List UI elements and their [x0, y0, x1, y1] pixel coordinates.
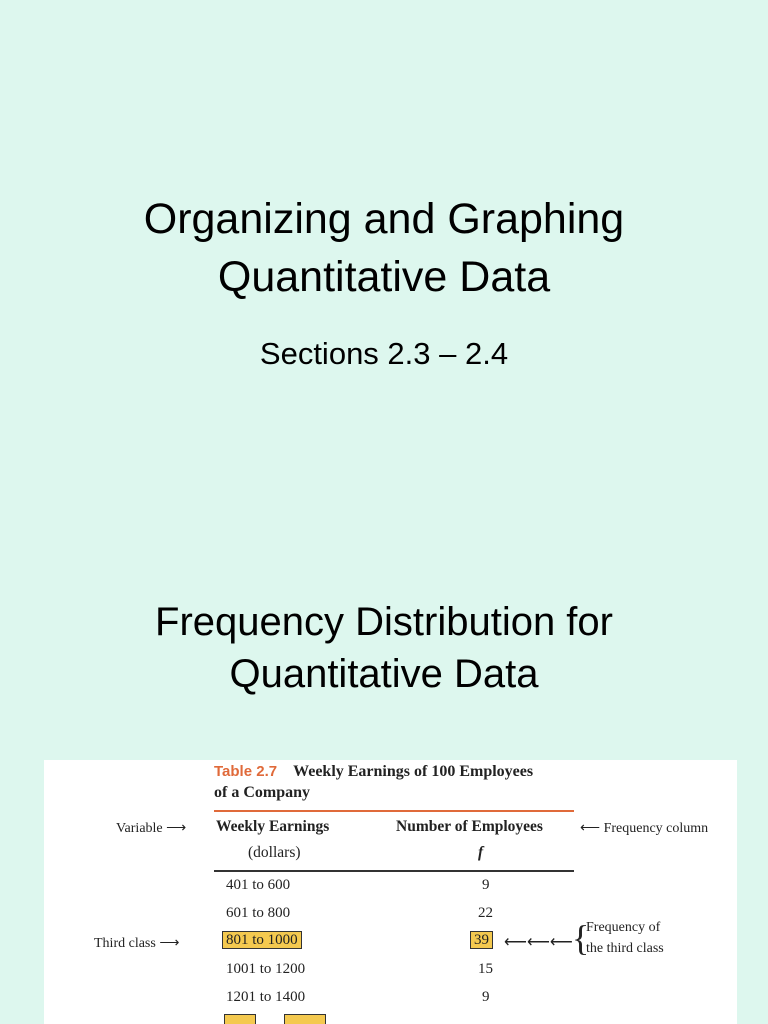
table-row-2-f: 22	[478, 905, 493, 921]
table-image	[44, 760, 737, 1024]
slide-frequency-distribution	[0, 520, 768, 1024]
frequency-note-line-1: Frequency of	[586, 920, 661, 935]
slide-subtitle: Sections 2.3 – 2.4	[259, 336, 509, 371]
third-class-note: Third class ⟶	[94, 936, 180, 951]
brace-icon: {	[572, 918, 590, 958]
col2-header-line-2: f	[478, 844, 484, 861]
row-6-class-highlight-start	[224, 1014, 256, 1024]
slide2-title-line-1: Frequency Distribution for	[155, 600, 613, 644]
row-6-class-highlight-end	[284, 1014, 326, 1024]
table-row-1-class: 401 to 600	[226, 877, 291, 893]
col1-header-line-2: (dollars)	[248, 844, 301, 861]
third-class-frequency-highlight: 39	[470, 931, 493, 949]
table-row-3-f	[470, 932, 493, 949]
slide2-title-line-2: Quantitative Data	[229, 652, 539, 696]
table-row-3-class	[222, 932, 302, 949]
col1-header-line-1: Weekly Earnings	[216, 818, 330, 835]
table-row-5-class: 1201 to 1400	[226, 989, 306, 1005]
frequency-column-note: ⟵ Frequency column	[580, 821, 709, 836]
table-row-5-f: 9	[482, 989, 490, 1005]
table-number: Table 2.7	[214, 763, 278, 780]
title-line-1: Organizing and Graphing	[143, 195, 625, 243]
slide2-heading	[0, 596, 768, 700]
table-row-2-class: 601 to 800	[226, 905, 291, 921]
variable-note: Variable ⟶	[116, 821, 187, 836]
slide-title-heading	[0, 190, 768, 306]
frequency-note-line-2: the third class	[586, 941, 664, 956]
table-row-1-f: 9	[482, 877, 490, 893]
col2-header-line-1: Number of Employees	[396, 818, 543, 835]
table-title-line-2: of a Company	[214, 784, 311, 801]
third-class-highlight: 801 to 1000	[222, 931, 302, 949]
table-header-rule	[214, 870, 574, 872]
table-row-4-f: 15	[478, 961, 493, 977]
table-title: Weekly Earnings of 100 Employees	[293, 763, 534, 780]
frequency-arrow-icon: ⟵⟵⟵	[504, 934, 573, 951]
table-row-4-class: 1001 to 1200	[226, 961, 306, 977]
table-caption	[214, 760, 533, 784]
title-line-2: Quantitative Data	[217, 253, 551, 301]
table-top-rule	[214, 810, 574, 812]
